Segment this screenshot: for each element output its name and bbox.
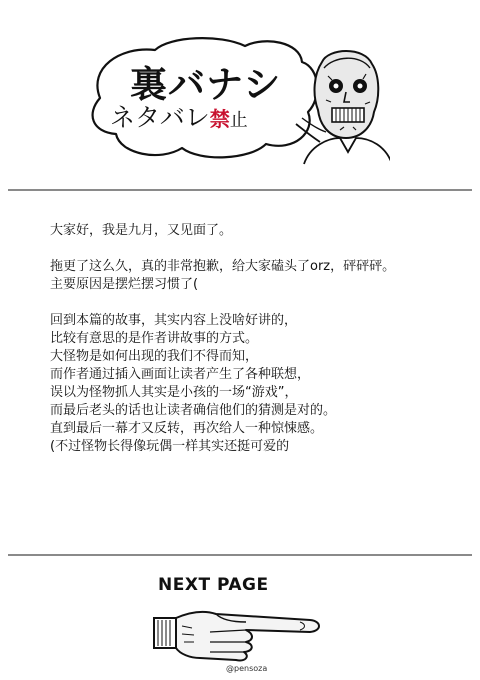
article-line: 拖更了这么久，真的非常抱歉，给大家磕头了orz，砰砰砰。 <box>50 259 396 274</box>
article-body <box>50 222 470 456</box>
article-line: (不过怪物长得像玩偶一样其实还挺可爱的 <box>50 439 290 454</box>
top-divider <box>8 189 472 191</box>
article-line: 比较有意思的是作者讲故事的方式。 <box>50 331 259 346</box>
zombie-face-icon <box>304 51 390 164</box>
paragraph-gap <box>50 240 470 258</box>
header-title: 裏バナシ <box>130 62 282 106</box>
article-line: 而最后老头的话也让读者确信他们的猜测是对的。 <box>50 403 337 418</box>
artist-credit: @pensoza <box>226 664 268 673</box>
article-line: 直到最后一幕才又反转，再次给人一种惊悚感。 <box>50 421 324 436</box>
bottom-divider <box>8 554 472 556</box>
paragraph-gap <box>50 294 470 312</box>
article-line: 主要原因是摆烂摆习惯了( <box>50 277 199 292</box>
article-line: 大家好，我是九月，又见面了。 <box>50 223 233 238</box>
article-line: 大怪物是如何出现的我们不得而知， <box>50 349 259 364</box>
subtitle-stop-mark: 止 <box>229 110 248 131</box>
article-line: 回到本篇的故事，其实内容上没啥好讲的， <box>50 313 298 328</box>
article-line: 误以为怪物抓人其实是小孩的一场“游戏”， <box>50 385 298 400</box>
header-subtitle <box>110 98 248 134</box>
subtitle-forbid-mark: 禁 <box>209 107 230 131</box>
next-page-label[interactable]: NEXT PAGE <box>158 575 269 595</box>
article-line: 而作者通过插入画面让读者产生了各种联想， <box>50 367 311 382</box>
subtitle-main: ネタバレ <box>110 103 210 132</box>
pointing-hand-icon[interactable] <box>150 596 330 666</box>
